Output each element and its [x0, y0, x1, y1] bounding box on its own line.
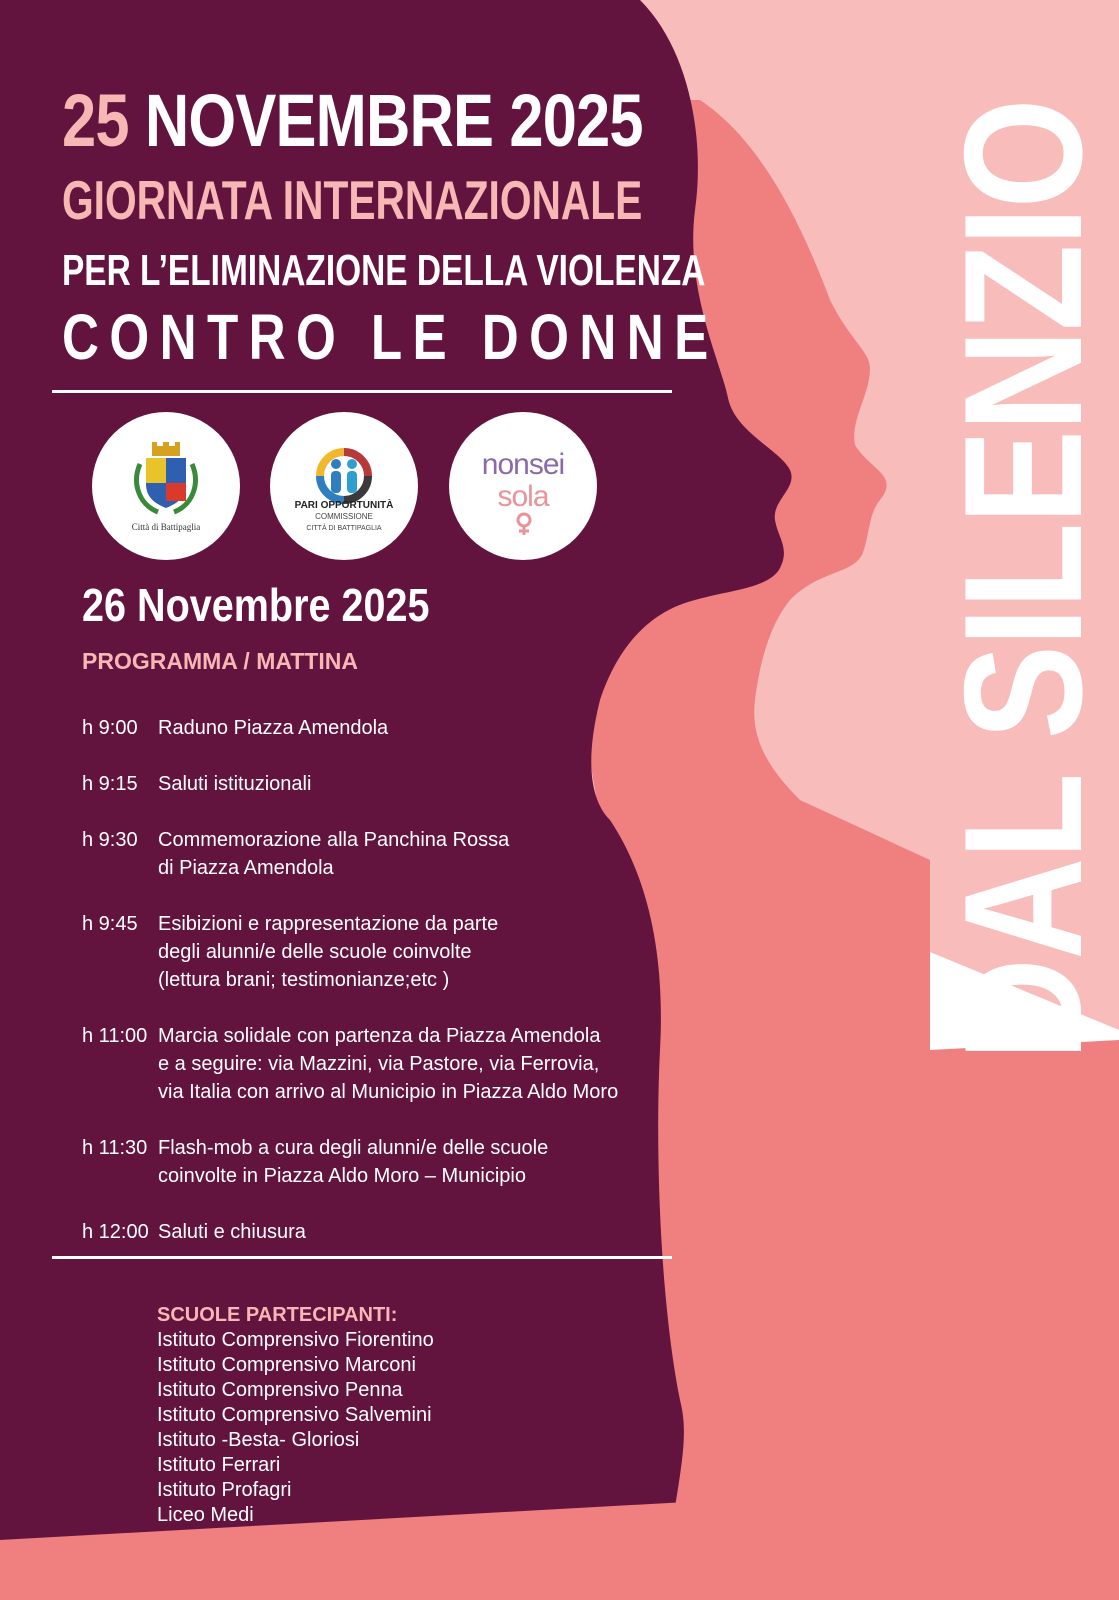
logo-sola-text: sola	[497, 480, 549, 513]
school-item: Istituto Ferrari	[157, 1454, 281, 1476]
schedule-item-1200	[82, 1218, 682, 1246]
schedule-item-1130	[82, 1134, 682, 1190]
schools-title: SCUOLE PARTECIPANTI:	[157, 1304, 398, 1326]
school-item: Istituto Comprensivo Salvemini	[157, 1404, 432, 1426]
headline-eliminazione: PER L’ELIMINAZIONE DELLA VIOLENZA	[62, 246, 706, 295]
logo-comune-caption: Città di Battipaglia	[131, 522, 201, 532]
school-item: Istituto -Besta- Gloriosi	[157, 1429, 360, 1451]
logo-pari-title: PARI OPPORTUNITÀ	[294, 500, 394, 511]
school-item: Istituto Comprensivo Fiorentino	[157, 1329, 434, 1351]
schedule-time: h 9:30	[82, 829, 138, 851]
schedule-text: Raduno Piazza Amendola	[158, 717, 389, 739]
divider-top	[52, 390, 672, 393]
schedule-text: (lettura brani; testimonianze;etc )	[158, 969, 450, 991]
slogan-word-silenzio: SILENZIO	[929, 100, 1117, 740]
schedule-text: Commemorazione alla Panchina Rossa	[158, 829, 510, 851]
schedule-text: coinvolte in Piazza Aldo Moro – Municipio	[158, 1165, 526, 1187]
schedule-text: Marcia solidale con partenza da Piazza Amendola	[158, 1025, 601, 1047]
school-item: Liceo Medi	[157, 1504, 254, 1526]
schedule-time: h 11:00	[82, 1025, 148, 1047]
slogan-vertical	[929, 100, 1117, 1530]
schedule-item-0945	[82, 910, 682, 994]
logo-comune-battipaglia	[92, 412, 240, 560]
schools-list	[157, 1303, 557, 1528]
schedule-item-0930	[82, 826, 682, 882]
schedule-time: h 12:00	[82, 1221, 149, 1243]
schedule-text: di Piazza Amendola	[158, 857, 334, 879]
headline-date	[62, 78, 643, 164]
logo-pari-sub: COMMISSIONE	[315, 512, 373, 521]
slogan-word-dal: DAL	[929, 777, 1117, 1061]
schedule-text: Flash-mob a cura degli alunni/e delle scuole	[158, 1137, 549, 1159]
headline-giornata: GIORNATA INTERNAZIONALE	[62, 169, 643, 231]
divider-bottom	[52, 1256, 672, 1259]
schedule-time: h 9:00	[82, 717, 138, 739]
schedule-time: h 11:30	[82, 1137, 148, 1159]
schedule-text: Esibizioni e rappresentazione da parte	[158, 913, 499, 935]
schedule-time: h 9:15	[82, 773, 138, 795]
headline-date-day: 25	[62, 79, 129, 162]
schedule-text: degli alunni/e delle scuole coinvolte	[158, 941, 472, 963]
schedule-time: h 9:45	[82, 913, 138, 935]
schedule-text: Saluti e chiusura	[158, 1221, 306, 1243]
pari-opportunita-emblem-icon	[270, 412, 418, 560]
school-item: Istituto Comprensivo Penna	[157, 1379, 403, 1401]
logo-pari-opportunita	[270, 412, 418, 560]
schedule-text: Saluti istituzionali	[158, 773, 312, 795]
logo-nonsei-text: nonsei	[481, 448, 565, 481]
program-title: PROGRAMMA / MATTINA	[82, 648, 358, 674]
school-item: Istituto Profagri	[157, 1479, 292, 1501]
program-date: 26 Novembre 2025	[82, 579, 430, 631]
schedule-text: via Italia con arrivo al Municipio in Piazza Aldo Moro	[158, 1081, 619, 1103]
headline-contro-le-donne: CONTRO LE DONNE	[62, 301, 719, 373]
city-crest-icon	[92, 412, 240, 560]
slogan-word-fuori: FUORI	[929, 1098, 1117, 1530]
schedule-item-1100	[82, 1022, 682, 1106]
schedule-item-0915	[82, 770, 682, 798]
schedule-text: e a seguire: via Mazzini, via Pastore, via Ferrovia,	[158, 1053, 600, 1075]
headline-date-month-year: NOVEMBRE 2025	[144, 79, 643, 162]
school-item: Istituto Comprensivo Marconi	[157, 1354, 416, 1376]
schedule-item-0900	[82, 714, 682, 742]
female-symbol-icon	[507, 512, 541, 536]
logo-nonsei-sola	[449, 412, 597, 560]
logo-pari-caption: CITTÀ DI BATTIPAGLIA	[306, 525, 382, 532]
